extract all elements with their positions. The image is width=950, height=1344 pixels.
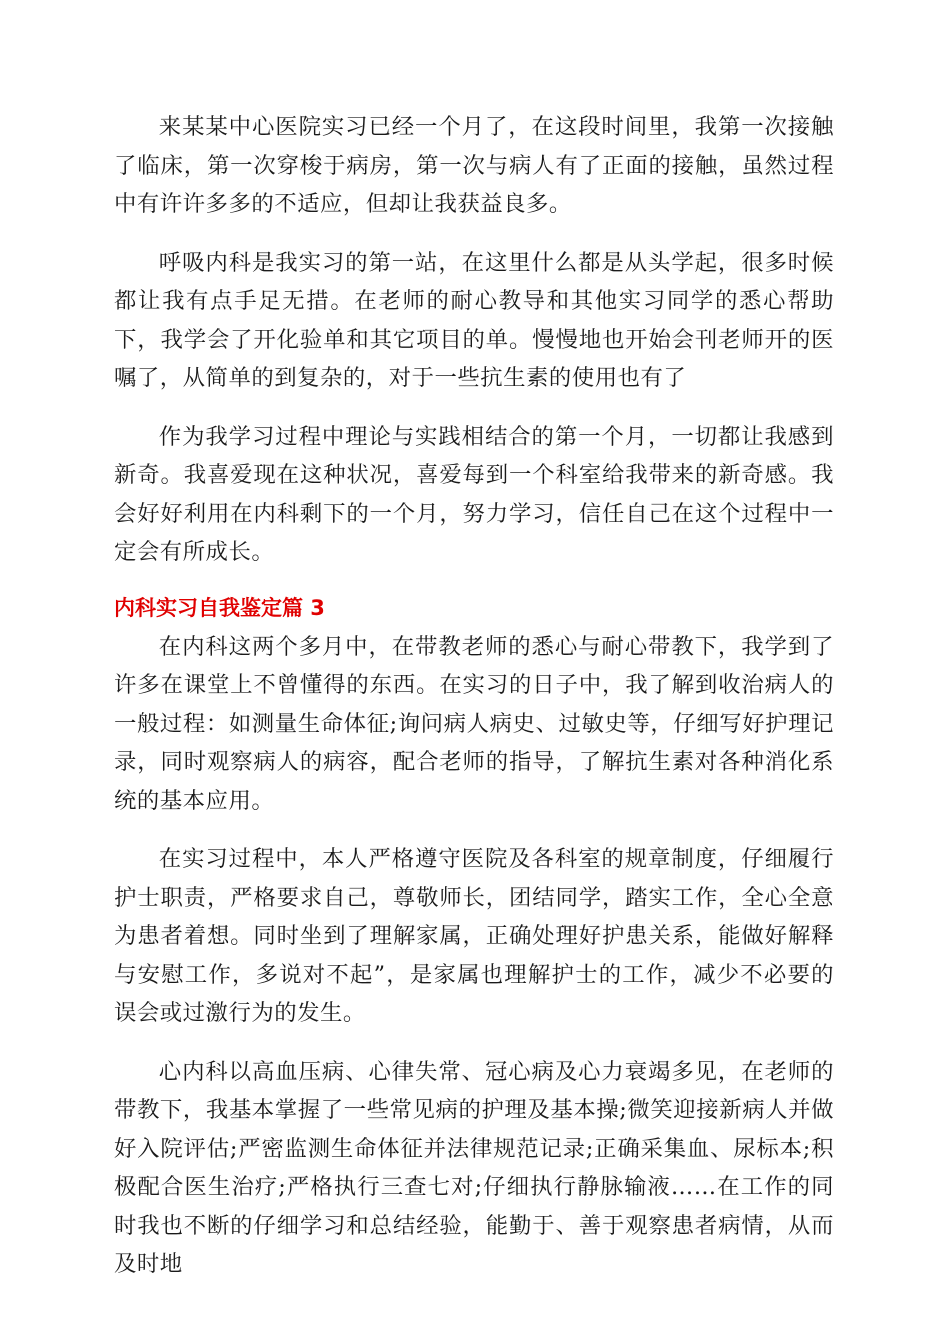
paragraph-cardiology: 心内科以高血压病、心律失常、冠心病及心力衰竭多见，在老师的带教下，我基本掌握了一些常见病的护理及基本操;微笑迎接新病人并做好入院评估;严密监测生命体征并法律规范记录;正确采集血、尿标本;积极配合医生治疗;严格执行三查七对;仔细执行静脉输液……在工作的同时我也不断的仔细学习和总结经验，能勤于、善于观察患者病情，从而及时地 xyxy=(114,1058,834,1277)
paragraph-internal-medicine: 在内科这两个多月中，在带教老师的悉心与耐心带教下，我学到了许多在课堂上不曾懂得的东西。在实习的日子中，我了解到收治病人的一般过程：如测量生命体征;询问病人病史、过敏史等，仔细写好护理记录，同时观察病人的病容，配合老师的指导，了解抗生素对各种消化系统的基本应用。 xyxy=(114,633,834,814)
paragraph-internship-process: 在实习过程中，本人严格遵守医院及各科室的规章制度，仔细履行护士职责，严格要求自己，尊敬师长，团结同学，踏实工作，全心全意为患者着想。同时坐到了理解家属，正确处理好护患关系，能做好解释与安慰工作，多说对不起”，是家属也理解护士的工作，减少不必要的误会或过激行为的发生。 xyxy=(114,846,834,1026)
section-heading: 内科实习自我鉴定篇 3 xyxy=(114,595,325,620)
paragraph-first-month: 作为我学习过程中理论与实践相结合的第一个月，一切都让我感到新奇。我喜爱现在这种状况，喜爱每到一个科室给我带来的新奇感。我会好好利用在内科剩下的一个月，努力学习，信任自己在这个过程中一定会有所成长。 xyxy=(114,423,834,565)
paragraph-respiratory: 呼吸内科是我实习的第一站，在这里什么都是从头学起，很多时候都让我有点手足无措。在老师的耐心教导和其他实习同学的悉心帮助下，我学会了开化验单和其它项目的单。慢慢地也开始会刊老师开的医嘱了，从简单的到复杂的，对于一些抗生素的使用也有了 xyxy=(114,249,834,391)
paragraph-intro: 来某某中心医院实习已经一个月了，在这段时间里，我第一次接触了临床，第一次穿梭于病房，第一次与病人有了正面的接触，虽然过程中有许许多多的不适应，但却让我获益良多。 xyxy=(114,114,834,217)
document-body xyxy=(114,108,834,1304)
